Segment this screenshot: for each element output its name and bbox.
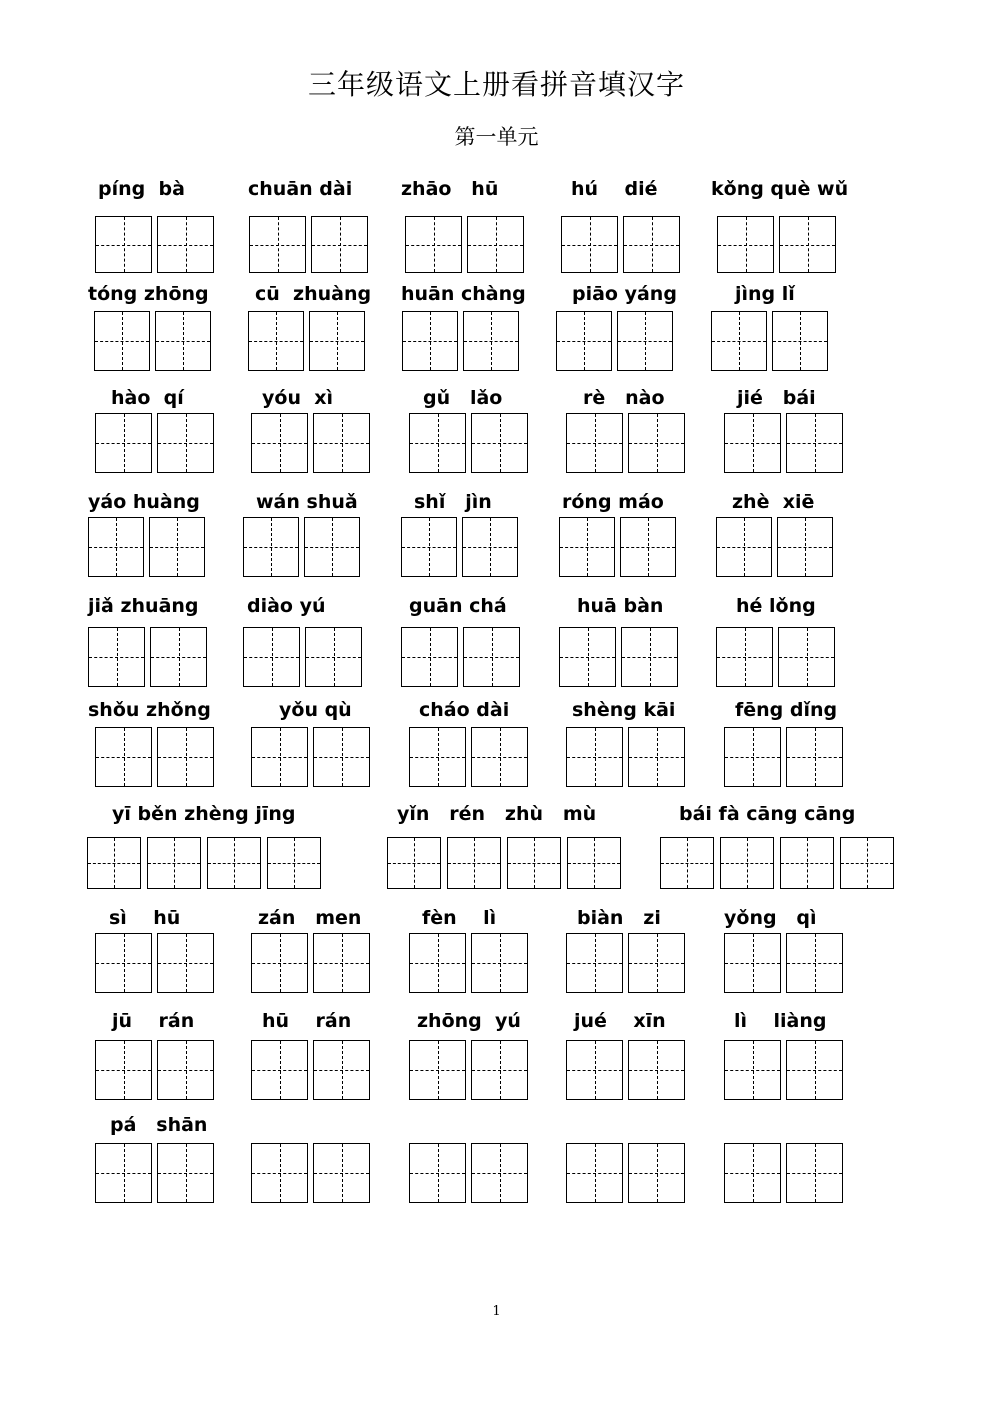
character-writing-box[interactable] bbox=[267, 837, 321, 889]
character-writing-box[interactable] bbox=[724, 933, 781, 993]
pinyin-prompt: zhōng yú bbox=[417, 1010, 521, 1032]
character-writing-box[interactable] bbox=[88, 627, 145, 687]
character-writing-box[interactable] bbox=[401, 517, 457, 577]
character-writing-box[interactable] bbox=[249, 216, 306, 273]
pinyin-prompt: hú dié bbox=[571, 178, 658, 200]
unit-title: 第一单元 bbox=[454, 125, 539, 149]
character-writing-box[interactable] bbox=[467, 216, 524, 273]
pinyin-prompt: hū rán bbox=[262, 1010, 352, 1032]
character-writing-box[interactable] bbox=[567, 837, 621, 889]
character-writing-box[interactable] bbox=[409, 1143, 466, 1203]
character-writing-box[interactable] bbox=[724, 413, 781, 473]
character-writing-box[interactable] bbox=[463, 311, 519, 371]
character-writing-box[interactable] bbox=[88, 517, 144, 577]
character-writing-box[interactable] bbox=[251, 1143, 308, 1203]
character-writing-box[interactable] bbox=[772, 311, 828, 371]
character-writing-box[interactable] bbox=[155, 311, 211, 371]
pinyin-prompt: yǐn rén zhù mù bbox=[397, 803, 597, 825]
pinyin-prompt: yǒu qù bbox=[279, 699, 352, 721]
character-writing-box[interactable] bbox=[566, 727, 623, 787]
character-writing-box[interactable] bbox=[623, 216, 680, 273]
pinyin-prompt: hé lǒng bbox=[736, 595, 816, 617]
pinyin-prompt: lì liàng bbox=[734, 1010, 827, 1032]
character-writing-box[interactable] bbox=[463, 627, 520, 687]
pinyin-prompt: sì hū bbox=[109, 907, 181, 929]
character-writing-box[interactable] bbox=[94, 311, 150, 371]
character-writing-box[interactable] bbox=[556, 311, 612, 371]
pinyin-prompt: jié bái bbox=[737, 387, 816, 409]
character-writing-box[interactable] bbox=[840, 837, 894, 889]
character-writing-box[interactable] bbox=[313, 1143, 370, 1203]
character-writing-box[interactable] bbox=[471, 933, 528, 993]
character-writing-box[interactable] bbox=[660, 837, 714, 889]
character-writing-box[interactable] bbox=[309, 311, 365, 371]
character-writing-box[interactable] bbox=[628, 1143, 685, 1203]
pinyin-prompt: chuān dài bbox=[248, 178, 353, 200]
character-writing-box[interactable] bbox=[566, 413, 623, 473]
pinyin-prompt: cū zhuàng bbox=[255, 283, 372, 305]
pinyin-prompt: wán shuǎ bbox=[256, 491, 358, 513]
character-writing-box[interactable] bbox=[409, 933, 466, 993]
character-writing-box[interactable] bbox=[720, 837, 774, 889]
character-writing-box[interactable] bbox=[409, 1040, 466, 1100]
character-writing-box[interactable] bbox=[566, 933, 623, 993]
character-writing-box[interactable] bbox=[620, 517, 676, 577]
character-writing-box[interactable] bbox=[157, 413, 214, 473]
character-writing-box[interactable] bbox=[248, 311, 304, 371]
character-writing-box[interactable] bbox=[304, 517, 360, 577]
character-writing-box[interactable] bbox=[243, 517, 299, 577]
character-writing-box[interactable] bbox=[207, 837, 261, 889]
pinyin-prompt: yī běn zhèng jīng bbox=[112, 803, 296, 825]
character-writing-box[interactable] bbox=[95, 413, 152, 473]
character-writing-box[interactable] bbox=[251, 1040, 308, 1100]
character-writing-box[interactable] bbox=[401, 627, 458, 687]
character-writing-box[interactable] bbox=[471, 1143, 528, 1203]
character-writing-box[interactable] bbox=[471, 727, 528, 787]
page-title: 三年级语文上册看拼音填汉字 bbox=[307, 68, 685, 101]
character-writing-box[interactable] bbox=[313, 727, 370, 787]
pinyin-prompt: kǒng què wǔ bbox=[711, 178, 849, 200]
character-writing-box[interactable] bbox=[561, 216, 618, 273]
character-writing-box[interactable] bbox=[566, 1143, 623, 1203]
page-number: 1 bbox=[492, 1304, 501, 1319]
pinyin-prompt: pá shān bbox=[110, 1114, 208, 1136]
pinyin-prompt: diào yú bbox=[247, 595, 326, 617]
character-writing-box[interactable] bbox=[566, 1040, 623, 1100]
pinyin-prompt: yóu xì bbox=[262, 387, 333, 409]
character-writing-box[interactable] bbox=[149, 517, 205, 577]
pinyin-prompt: bái fà cāng cāng bbox=[679, 803, 856, 825]
character-writing-box[interactable] bbox=[780, 837, 834, 889]
character-writing-box[interactable] bbox=[305, 627, 362, 687]
character-writing-box[interactable] bbox=[313, 413, 370, 473]
pinyin-prompt: yǒng qì bbox=[724, 907, 817, 929]
character-writing-box[interactable] bbox=[628, 1040, 685, 1100]
pinyin-prompt: biàn zi bbox=[577, 907, 661, 929]
character-writing-box[interactable] bbox=[402, 311, 458, 371]
character-writing-box[interactable] bbox=[471, 413, 528, 473]
character-writing-box[interactable] bbox=[716, 517, 772, 577]
character-writing-box[interactable] bbox=[724, 1040, 781, 1100]
character-writing-box[interactable] bbox=[786, 1143, 843, 1203]
character-writing-box[interactable] bbox=[716, 627, 773, 687]
character-writing-box[interactable] bbox=[559, 517, 615, 577]
character-writing-box[interactable] bbox=[559, 627, 616, 687]
character-writing-box[interactable] bbox=[628, 413, 685, 473]
character-writing-box[interactable] bbox=[157, 1143, 214, 1203]
character-writing-box[interactable] bbox=[777, 517, 833, 577]
pinyin-prompt: guān chá bbox=[409, 595, 507, 617]
pinyin-prompt: zhè xiē bbox=[732, 491, 815, 513]
pinyin-prompt: shǒu zhǒng bbox=[88, 699, 211, 721]
character-writing-box[interactable] bbox=[95, 727, 152, 787]
pinyin-prompt: tóng zhōng bbox=[88, 283, 209, 305]
character-writing-box[interactable] bbox=[724, 1143, 781, 1203]
character-writing-box[interactable] bbox=[628, 933, 685, 993]
pinyin-prompt: huān chàng bbox=[401, 283, 526, 305]
character-writing-box[interactable] bbox=[711, 311, 767, 371]
character-writing-box[interactable] bbox=[471, 1040, 528, 1100]
character-writing-box[interactable] bbox=[717, 216, 774, 273]
character-writing-box[interactable] bbox=[251, 727, 308, 787]
character-writing-box[interactable] bbox=[313, 1040, 370, 1100]
character-writing-box[interactable] bbox=[786, 1040, 843, 1100]
pinyin-prompt: jū rán bbox=[112, 1010, 195, 1032]
character-writing-box[interactable] bbox=[621, 627, 678, 687]
character-writing-box[interactable] bbox=[778, 627, 835, 687]
pinyin-prompt: shǐ jìn bbox=[414, 491, 492, 513]
pinyin-prompt: jìng lǐ bbox=[735, 283, 795, 305]
pinyin-prompt: róng máo bbox=[562, 491, 664, 513]
character-writing-box[interactable] bbox=[157, 933, 214, 993]
pinyin-prompt: shèng kāi bbox=[572, 699, 676, 721]
character-writing-box[interactable] bbox=[150, 627, 207, 687]
character-writing-box[interactable] bbox=[786, 413, 843, 473]
pinyin-prompt: hào qí bbox=[111, 387, 184, 409]
character-writing-box[interactable] bbox=[95, 933, 152, 993]
character-writing-box[interactable] bbox=[251, 933, 308, 993]
pinyin-prompt: rè nào bbox=[583, 387, 665, 409]
character-writing-box[interactable] bbox=[157, 1040, 214, 1100]
pinyin-prompt: huā bàn bbox=[577, 595, 664, 617]
pinyin-prompt: jiǎ zhuāng bbox=[88, 595, 199, 617]
pinyin-prompt: cháo dài bbox=[419, 699, 510, 721]
pinyin-prompt: jué xīn bbox=[574, 1010, 666, 1032]
character-writing-box[interactable] bbox=[724, 727, 781, 787]
pinyin-prompt: zán men bbox=[258, 907, 362, 929]
character-writing-box[interactable] bbox=[243, 627, 300, 687]
pinyin-prompt: fèn lì bbox=[422, 907, 497, 929]
pinyin-prompt: piāo yáng bbox=[572, 283, 677, 305]
character-writing-box[interactable] bbox=[311, 216, 368, 273]
character-writing-box[interactable] bbox=[507, 837, 561, 889]
character-writing-box[interactable] bbox=[779, 216, 836, 273]
character-writing-box[interactable] bbox=[95, 216, 152, 273]
character-writing-box[interactable] bbox=[617, 311, 673, 371]
character-writing-box[interactable] bbox=[405, 216, 462, 273]
character-writing-box[interactable] bbox=[95, 1143, 152, 1203]
character-writing-box[interactable] bbox=[251, 413, 308, 473]
pinyin-prompt: píng bà bbox=[98, 178, 185, 200]
character-writing-box[interactable] bbox=[147, 837, 201, 889]
character-writing-box[interactable] bbox=[313, 933, 370, 993]
character-writing-box[interactable] bbox=[387, 837, 441, 889]
character-writing-box[interactable] bbox=[87, 837, 141, 889]
character-writing-box[interactable] bbox=[628, 727, 685, 787]
character-writing-box[interactable] bbox=[157, 216, 214, 273]
character-writing-box[interactable] bbox=[409, 727, 466, 787]
character-writing-box[interactable] bbox=[157, 727, 214, 787]
character-writing-box[interactable] bbox=[462, 517, 518, 577]
character-writing-box[interactable] bbox=[447, 837, 501, 889]
pinyin-prompt: yáo huàng bbox=[88, 491, 200, 513]
character-writing-box[interactable] bbox=[409, 413, 466, 473]
pinyin-prompt: gǔ lǎo bbox=[423, 387, 503, 409]
character-writing-box[interactable] bbox=[786, 933, 843, 993]
character-writing-box[interactable] bbox=[95, 1040, 152, 1100]
pinyin-prompt: zhāo hū bbox=[401, 178, 499, 200]
character-writing-box[interactable] bbox=[786, 727, 843, 787]
pinyin-prompt: fēng dǐng bbox=[735, 699, 838, 721]
